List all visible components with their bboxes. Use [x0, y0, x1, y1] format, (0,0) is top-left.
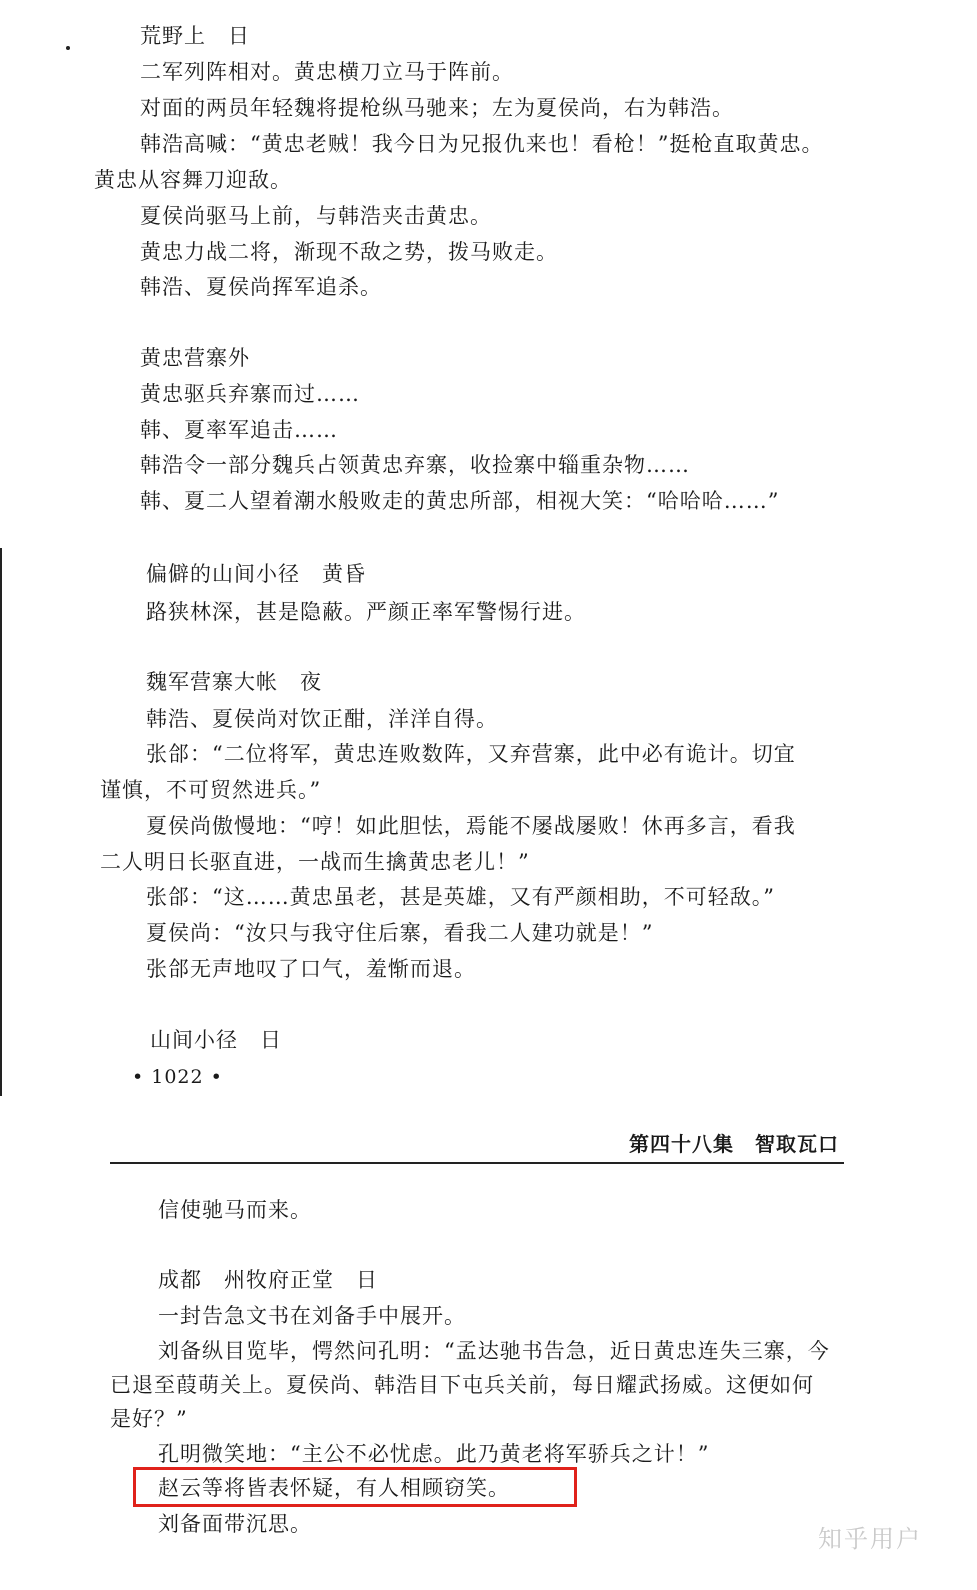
- scan-edge-bar: [0, 548, 2, 1096]
- text-line: 孔明微笑地：“主公不必忧虑。此乃黄老将军骄兵之计！”: [158, 1442, 710, 1466]
- text-line: 韩浩令一部分魏兵占领黄忠弃寨，收捡寨中辎重杂物……: [140, 453, 690, 477]
- text-line: 夏侯尚驱马上前，与韩浩夹击黄忠。: [140, 204, 492, 228]
- text-line: 谨慎，不可贸然进兵。”: [100, 778, 322, 802]
- text-line: 夏侯尚：“汝只与我守住后寨，看我二人建功就是！”: [146, 921, 654, 945]
- text-line: 黄忠力战二将，渐现不敌之势，拨马败走。: [140, 240, 558, 264]
- text-line: 黄忠驱兵弃寨而过……: [140, 382, 360, 406]
- text-line: 已退至葭萌关上。夏侯尚、韩浩目下屯兵关前，每日耀武扬威。这便如何: [110, 1373, 814, 1397]
- scene-heading: 偏僻的山间小径 黄昏: [146, 562, 366, 586]
- text-line: 路狭林深，甚是隐蔽。严颜正率军警惕行进。: [146, 600, 586, 624]
- scene-heading: 荒野上 日: [140, 24, 250, 48]
- highlighted-text-line: 赵云等将皆表怀疑，有人相顾窃笑。: [158, 1476, 510, 1500]
- text-line: 一封告急文书在刘备手中展开。: [158, 1304, 466, 1328]
- text-line: 二人明日长驱直进，一战而生擒黄忠老儿！”: [100, 850, 530, 874]
- watermark: 知乎用户: [818, 1525, 922, 1553]
- text-line: 信使驰马而来。: [158, 1198, 312, 1222]
- text-line: 韩、夏二人望着潮水般败走的黄忠所部，相视大笑：“哈哈哈……”: [140, 489, 780, 513]
- text-line: 二军列阵相对。黄忠横刀立马于阵前。: [140, 60, 514, 84]
- text-line: 韩浩高喊：“黄忠老贼！我今日为兄报仇来也！看枪！”挺枪直取黄忠。: [140, 132, 824, 156]
- text-line: 黄忠从容舞刀迎敌。: [94, 168, 292, 192]
- text-line: 韩浩、夏侯尚对饮正酣，洋洋自得。: [146, 707, 498, 731]
- highlight-box: [133, 1467, 577, 1507]
- scene-heading: 山间小径 日: [150, 1028, 282, 1052]
- header-rule: [110, 1162, 844, 1164]
- text-line: 刘备面带沉思。: [158, 1512, 312, 1536]
- text-line: 张郃：“二位将军，黄忠连败数阵，又弃营寨，此中必有诡计。切宜: [146, 742, 796, 766]
- scene-heading: 成都 州牧府正堂 日: [158, 1268, 378, 1292]
- scan-speck: [66, 46, 70, 50]
- page-number: • 1022 •: [132, 1066, 223, 1088]
- running-header: 第四十八集 智取瓦口: [629, 1132, 839, 1156]
- text-line: 韩、夏率军追击……: [140, 418, 338, 442]
- text-line: 张郃：“这……黄忠虽老，甚是英雄，又有严颜相助，不可轻敌。”: [146, 885, 775, 909]
- text-line: 张郃无声地叹了口气，羞惭而退。: [146, 957, 476, 981]
- text-line: 韩浩、夏侯尚挥军追杀。: [140, 275, 382, 299]
- text-line: 对面的两员年轻魏将提枪纵马驰来；左为夏侯尚，右为韩浩。: [140, 96, 734, 120]
- scene-heading: 黄忠营寨外: [140, 346, 250, 370]
- text-line: 夏侯尚傲慢地：“哼！如此胆怯，焉能不屡战屡败！休再多言，看我: [146, 814, 796, 838]
- scene-heading: 魏军营寨大帐 夜: [146, 670, 322, 694]
- text-line: 是好？”: [110, 1407, 188, 1431]
- text-line: 刘备纵目览毕，愕然问孔明：“孟达驰书告急，近日黄忠连失三寨，今: [158, 1339, 830, 1363]
